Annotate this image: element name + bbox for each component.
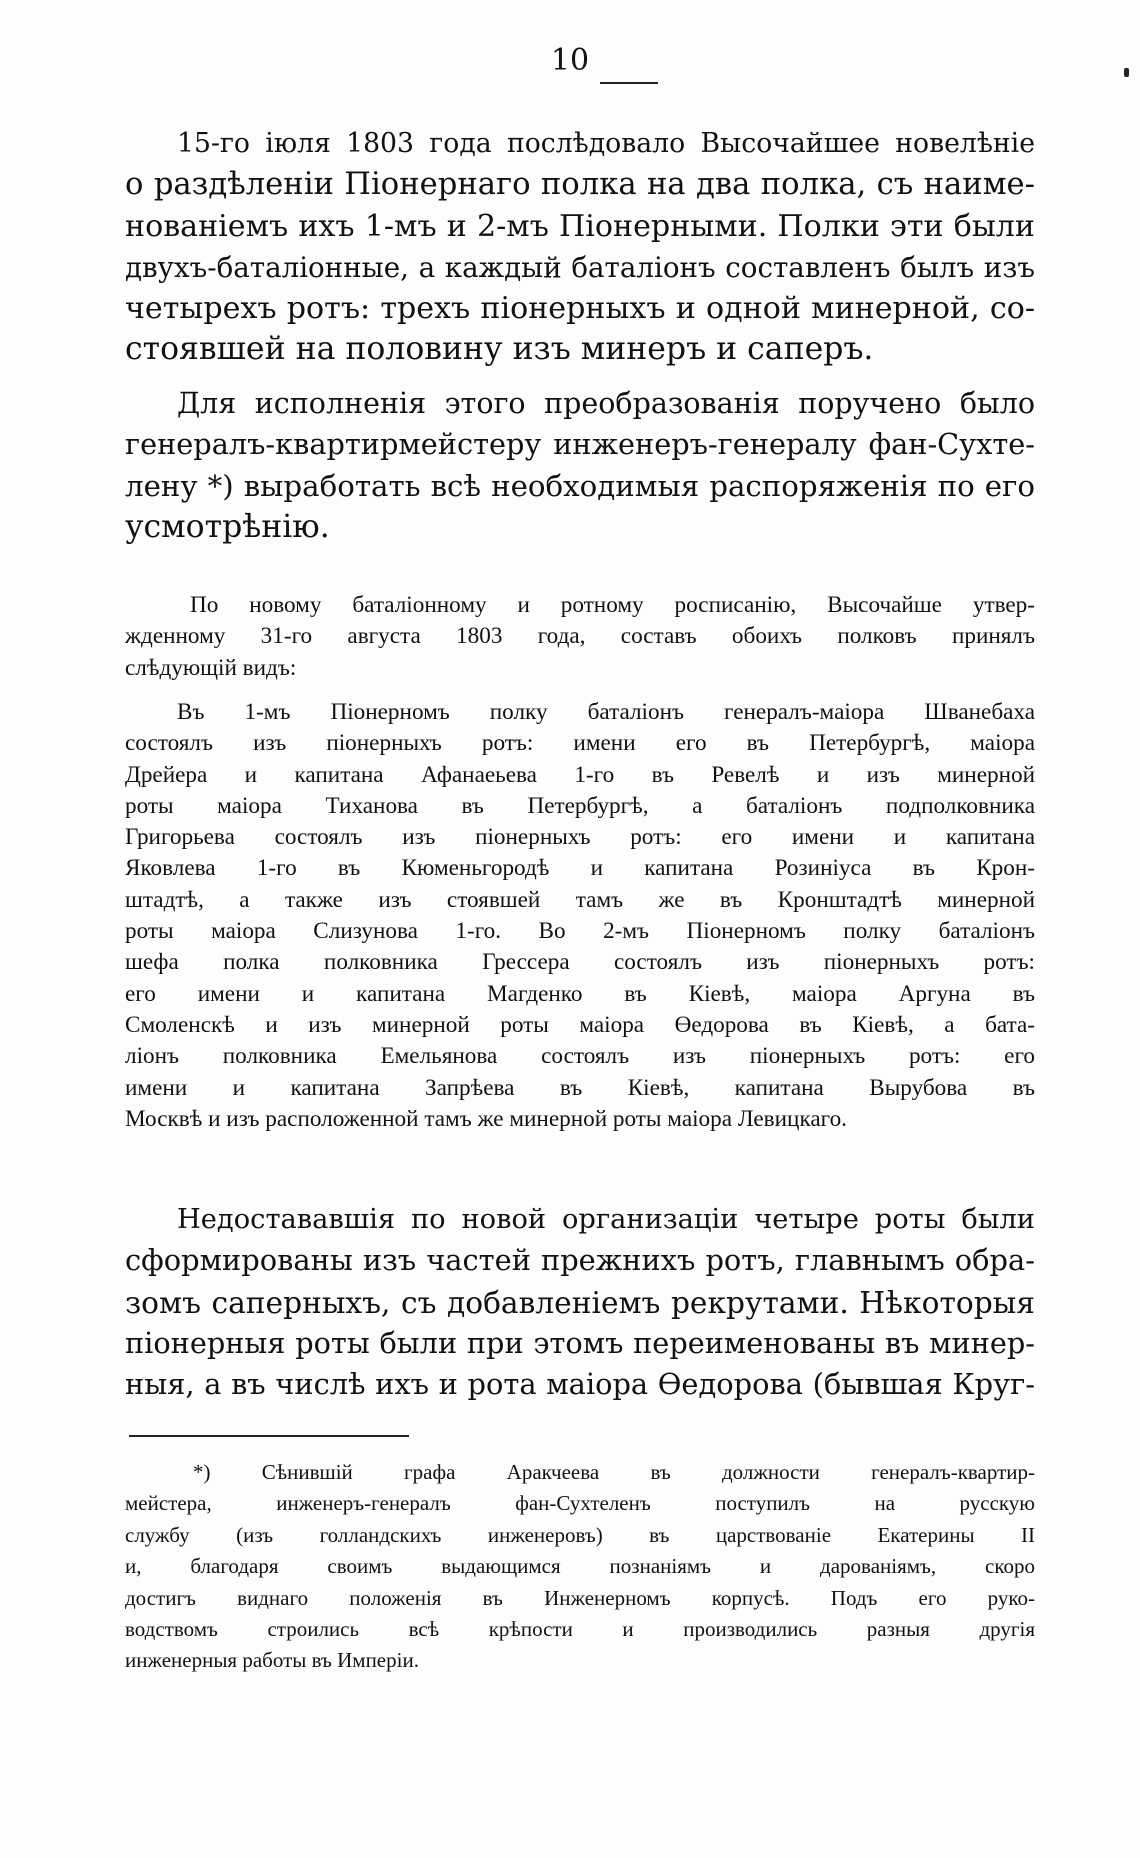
text-line: піонерныя роты были при этомъ переименованы въ минер- bbox=[125, 1325, 1035, 1360]
footnote bbox=[125, 1457, 1035, 1677]
text-line: мейстера, инженеръ-генералъ фан-Сухтеленъ поступилъ на русскую bbox=[125, 1491, 1035, 1516]
text-line: о раздѣленіи Піонернаго полка на два полка, съ наиме- bbox=[125, 167, 1035, 203]
text-line: Москвѣ и изъ расположенной тамъ же минерной роты маіора Левицкаго. bbox=[125, 1105, 847, 1132]
text-line: достигъ виднаго положенія въ Инженерномъ корпусѣ. Подъ его руко- bbox=[125, 1585, 1035, 1610]
text-line: Смоленскѣ и изъ минерной роты маіора Өедорова въ Кіевѣ, а бата- bbox=[125, 1011, 1035, 1038]
text-line: По новому баталіонному и ротному росписанію, Высочайше утвер- bbox=[190, 592, 1035, 618]
text-line: слѣдующій видъ: bbox=[125, 654, 297, 681]
text-line: зомъ саперныхъ, съ добавленіемъ рекрутами. Нѣкоторыя bbox=[125, 1284, 1035, 1320]
text-line: имени и капитана Запрѣева въ Кіевѣ, капитана Вырубова въ bbox=[125, 1074, 1035, 1101]
header-dash bbox=[600, 82, 658, 84]
text-line: лену *) выработать всѣ необходимыя распоряженія по его bbox=[125, 468, 1035, 503]
text-line: Дрейера и капитана Афанаеьева 1-го въ Ревелѣ и изъ минерной bbox=[125, 761, 1035, 788]
paragraph-decree bbox=[125, 123, 1035, 371]
text-line: Григорьева состоялъ изъ піонерныхъ ротъ: его имени и капитана bbox=[125, 824, 1035, 851]
text-line: роты маіора Тиханова въ Петербургѣ, а баталіонъ подполковника bbox=[125, 792, 1035, 819]
text-line: водствомъ строились всѣ крѣпости и производились разныя другія bbox=[125, 1617, 1035, 1642]
text-line: ліонъ полковника Емельянова состоялъ изъ піонерныхъ ротъ: его bbox=[125, 1043, 1035, 1070]
text-line: жденному 31-го августа 1803 года, составъ обоихъ полковъ принялъ bbox=[125, 623, 1035, 650]
text-line: штадтѣ, а также изъ стоявшей тамъ же въ Кронштадтѣ минерной bbox=[125, 886, 1035, 913]
text-line: роты маіора Слизунова 1-го. Во 2-мъ Піонерномъ полку баталіонъ bbox=[125, 918, 1035, 945]
text-line: 15-го іюля 1803 года послѣдовало Высочайшее новелѣніе bbox=[177, 128, 1035, 159]
text-line: инженерныя работы въ Имперіи. bbox=[125, 1648, 419, 1673]
paragraph-roster-intro bbox=[125, 590, 1035, 684]
text-line: Яковлева 1-го въ Кюменьгородѣ и капитана Розиніуса въ Крон- bbox=[125, 855, 1035, 882]
text-line: двухъ-баталіонные, а каждый баталіонъ составленъ былъ изъ bbox=[125, 250, 1035, 284]
paragraph-reorganization bbox=[125, 1199, 1035, 1405]
page-number: 10 bbox=[550, 43, 590, 78]
paragraph-execution bbox=[125, 383, 1035, 548]
text-line: и, благодаря своимъ выдающимся познаніямъ и дарованіямъ, скоро bbox=[125, 1554, 1035, 1579]
text-line: Недостававшія по новой организаціи четыре роты были bbox=[177, 1204, 1035, 1235]
text-line: стоявшей на половину изъ минеръ и саперъ. bbox=[125, 331, 874, 368]
text-line: состоялъ изъ піонерныхъ ротъ: имени его въ Петербургѣ, маіора bbox=[125, 730, 1035, 757]
text-line: усмотрѣнію. bbox=[125, 508, 330, 545]
text-line: нованіемъ ихъ 1-мъ и 2-мъ Піонерными. Полки эти были bbox=[125, 208, 1035, 244]
text-line: Для исполненія этого преобразованія поручено было bbox=[177, 387, 1035, 420]
footnote-rule bbox=[129, 1435, 409, 1437]
text-line: Въ 1-мъ Піонерномъ полку баталіонъ генералъ-маіора Шванебаха bbox=[177, 699, 1035, 725]
text-line: *) Сѣнившій графа Аракчеева въ должности генералъ-квартир- bbox=[193, 1460, 1035, 1484]
text-line: службу (изъ голландскихъ инженеровъ) въ царствованіе Екатерины II bbox=[125, 1522, 1035, 1547]
text-line: ныя, а въ числѣ ихъ и рота маіора Өедорова (бывшая Круг- bbox=[125, 1367, 1035, 1402]
text-line: шефа полка полковника Грессера состоялъ изъ піонерныхъ ротъ: bbox=[125, 949, 1035, 976]
text-line: четырехъ ротъ: трехъ піонерныхъ и одной минерной, со- bbox=[125, 291, 1035, 327]
scan-speck bbox=[1124, 68, 1129, 77]
paragraph-roster bbox=[125, 697, 1035, 1135]
text-line: его имени и капитана Магденко въ Кіевѣ, маіора Аргуна въ bbox=[125, 980, 1035, 1007]
text-line: генералъ-квартирмейстеру инженеръ-генералу фан-Сухте- bbox=[125, 427, 1035, 462]
text-line: сформированы изъ частей прежнихъ ротъ, главнымъ обра- bbox=[125, 1243, 1035, 1278]
